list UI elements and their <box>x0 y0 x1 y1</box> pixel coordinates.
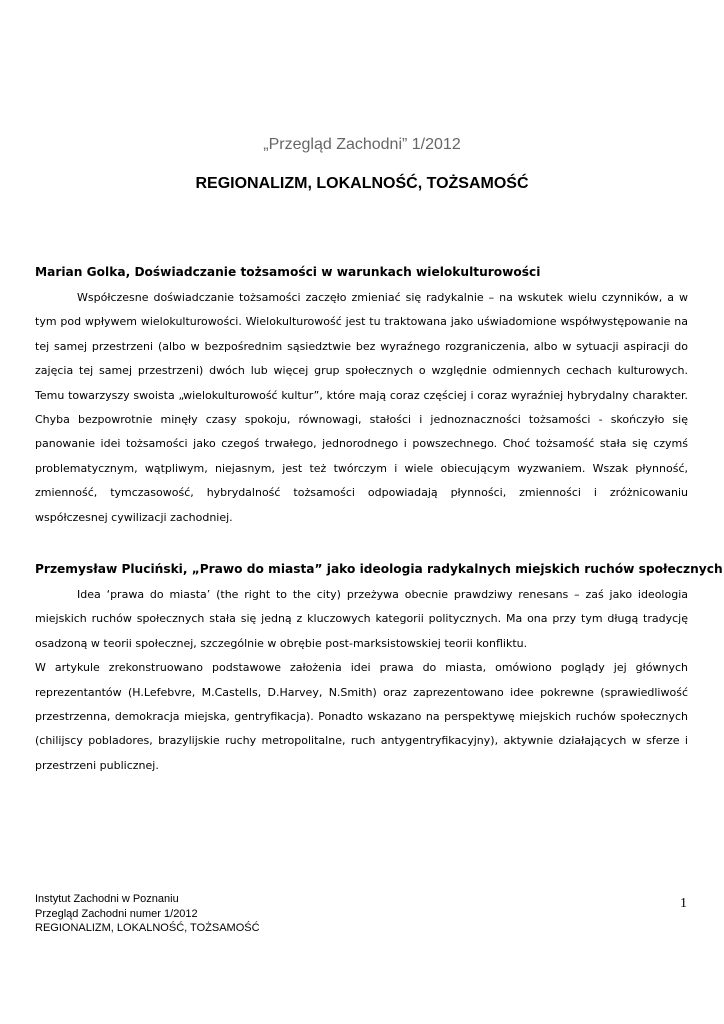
journal-issue-title: „Przegląd Zachodni” 1/2012 <box>263 136 461 153</box>
article-paragraph: Idea ‘prawa do miasta’ (the right to the city) przeżywa obecnie prawdziwy renesans – zaś jako ideologia miejskich ruchów społecznych stała się jedną z kluczowych kategorii politycznych. Ma ona przy tym długą tradycję osadzoną w teorii społecznej, szczególnie w obrębie post-marksistowskiej teorii konfliktu. <box>35 588 688 650</box>
article-plucinski <box>35 561 723 778</box>
footer-institute: Instytut Zachodni w Poznaniu <box>35 893 179 905</box>
footer-journal-issue: Przegląd Zachodni numer 1/2012 <box>35 907 198 920</box>
article-golka <box>35 264 688 530</box>
article-paragraph: Współczesne doświadczanie tożsamości zaczęło zmieniać się radykalnie – na wskutek wielu czynników, a w tym pod wpływem wielokulturowości. Wielokulturowość jest tu traktowana jako uświadomione współwystępowanie na tej samej przestrzeni (albo w bezpośrednim sąsiedztwie bez wyraźnego rozgraniczenia, albo w sytuacji aspiracji do zajęcia tej samej przestrzeni) dwóch lub więcej grup społecznych o względnie odmiennych cechach kulturowych. Temu towarzyszy swoista „wielokulturowość kultur”, które mają coraz częściej i coraz wyraźniej hybrydalny charakter. Chyba bezpowrotnie minęły czasy spokoju, równowagi, stałości i jednoznaczności tożsamości - skończyło się panowanie idei tożsamości jako czegoś trwałego, jednorodnego i powszechnego. Choć tożsamość stała się czymś problematycznym, wątpliwym, niejasnym, jest też twórczym i wiele obiecującym wyzwaniem. Wszak płynność, zmienność, tymczasowość, hybrydalność tożsamości odpowiadają płynności, zmienności i zróżnicowaniu współczesnej cywilizacji zachodniej. <box>35 291 688 524</box>
page-title: REGIONALIZM, LOKALNOŚĆ, TOŻSAMOŚĆ <box>195 175 529 192</box>
article-heading: Marian Golka, Doświadczanie tożsamości w warunkach wielokulturowości <box>35 265 541 279</box>
page-footer <box>35 892 260 936</box>
article-paragraph: W artykule zrekonstruowano podstawowe założenia idei prawa do miasta, omówiono poglądy jej głównych reprezentantów (H.Lefebvre, M.Castells, D.Harvey, N.Smith) oraz zaprezentowano idee pokrewne (sprawiedliwość przestrzenna, demokracja miejska, gentryfikacja). Ponadto wskazano na perspektywę miejskich ruchów społecznych (chilijscy pobladores, brazylijskie ruchy metropolitalne, ruch antygentryfikacyjny), aktywnie działających w sferze i przestrzeni publicznej. <box>35 661 688 772</box>
footer-section-title: REGIONALIZM, LOKALNOŚĆ, TOŻSAMOŚĆ <box>35 922 260 934</box>
page-number: 1 <box>680 896 687 911</box>
article-heading: Przemysław Pluciński, „Prawo do miasta” jako ideologia radykalnych miejskich ruchów społecznych <box>35 562 723 576</box>
